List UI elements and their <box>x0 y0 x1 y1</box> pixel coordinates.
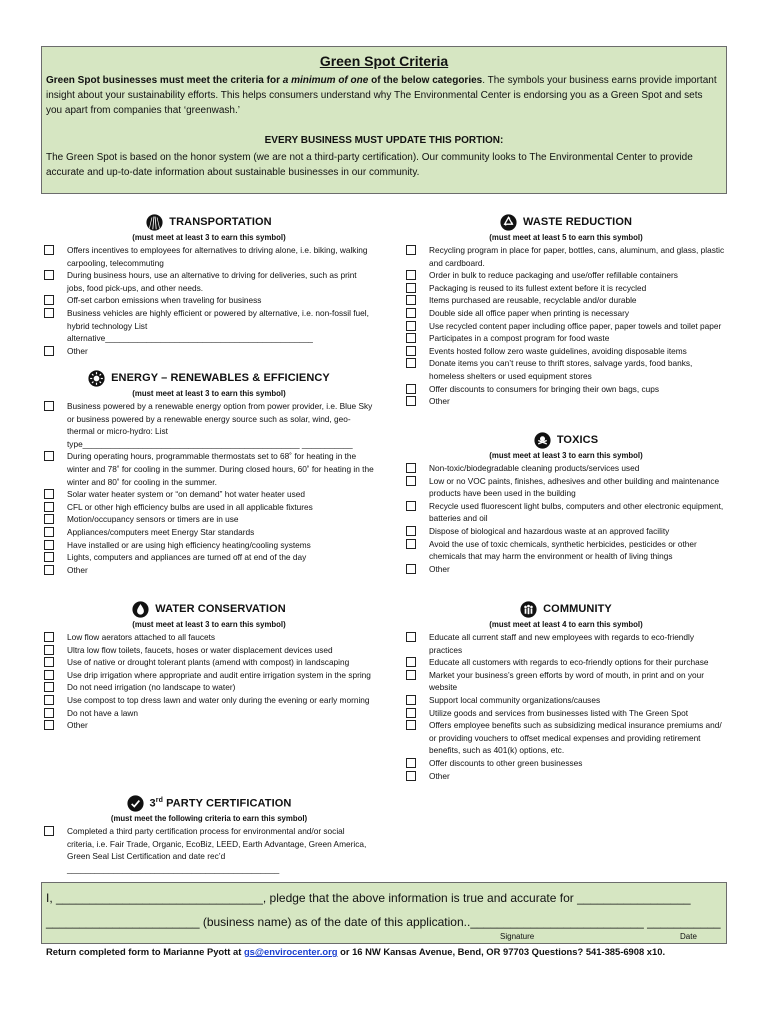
criteria-item-text: During business hours, use an alternative to driving for deliveries, such as print jobs, food pick-ups, and other needs. <box>67 270 357 293</box>
third-party-subtitle: (must meet the following criteria to earn this symbol) <box>110 814 308 823</box>
criteria-item-text: Support local community organizations/causes <box>429 694 601 705</box>
criteria-item-text: Other <box>67 720 88 731</box>
footer-pre: Return completed form to Marianne Pyott at <box>46 946 244 957</box>
criteria-item <box>44 244 374 269</box>
checkbox[interactable] <box>44 451 54 461</box>
criteria-item <box>406 669 726 694</box>
criteria-item-text: Off-set carbon emissions when traveling for business <box>67 295 262 306</box>
checkbox[interactable] <box>44 540 54 550</box>
criteria-item-text: Market your business’s green efforts by word of mouth, in print and on your website <box>429 669 705 693</box>
criteria-item <box>44 669 374 682</box>
criteria-item <box>406 770 726 783</box>
community-section <box>406 600 726 782</box>
criteria-item <box>44 450 374 488</box>
transportation-title: TRANSPORTATION <box>169 215 272 228</box>
criteria-item <box>44 269 374 294</box>
criteria-item <box>44 707 374 720</box>
transportation-heading <box>44 213 374 231</box>
water-heading <box>44 600 374 618</box>
criteria-item <box>406 631 726 656</box>
checkbox[interactable] <box>406 771 416 781</box>
checkbox[interactable] <box>406 476 416 486</box>
toxics-subtitle: (must meet at least 3 to earn this symbol) <box>489 451 643 460</box>
waste-list <box>406 244 726 408</box>
criteria-item-text: Avoid the use of toxic chemicals, synthetic herbicides, pesticides or other chemicals that may harm the environment or health of living things <box>429 538 697 562</box>
checkbox[interactable] <box>406 758 416 768</box>
checkbox[interactable] <box>44 308 54 318</box>
criteria-item-text: Donate items you can’t reuse to thrift stores, salvage yards, food banks, homeless shelters or used equipment stores <box>429 358 693 381</box>
intro-paragraph <box>46 73 720 118</box>
criteria-item-text: Business powered by a renewable energy option from power provider, i.e. Blue Sky or business powered by a renewable energy source such as solar, wind, geo-thermal or micro-hydro: List type_______________________________________________ ___________ <box>67 401 373 449</box>
criteria-item <box>44 644 374 657</box>
criteria-item <box>406 719 726 757</box>
footer-contact <box>46 946 665 957</box>
criteria-item <box>406 525 726 538</box>
bicycle-road-icon <box>146 214 163 231</box>
checkbox[interactable] <box>406 308 416 318</box>
criteria-item-text: Other <box>67 345 88 356</box>
criteria-item-text: Other <box>429 396 450 407</box>
checkbox[interactable] <box>406 526 416 536</box>
checkbox[interactable] <box>44 502 54 512</box>
transportation-list <box>44 244 374 357</box>
mandate-heading: EVERY BUSINESS MUST UPDATE THIS PORTION: <box>264 135 504 146</box>
criteria-item-text: Dispose of biological and hazardous waste at an approved facility <box>429 525 670 536</box>
third-party-list <box>44 825 374 875</box>
checkbox[interactable] <box>44 245 54 255</box>
checkbox[interactable] <box>44 632 54 642</box>
footer-post: or 16 NW Kansas Avenue, Bend, OR 97703 Questions? 541-385-6908 x10. <box>337 946 666 957</box>
checkbox[interactable] <box>406 283 416 293</box>
checkbox[interactable] <box>44 565 54 575</box>
criteria-item-text: Offers incentives to employees for alternatives to driving alone, i.e. biking, walking carpooling, telecommuting <box>67 245 368 268</box>
community-heading <box>406 600 726 618</box>
criteria-item <box>406 320 726 333</box>
criteria-item <box>44 681 374 694</box>
criteria-item <box>44 551 374 564</box>
criteria-item-text: Have installed or are using high efficiency heating/cooling systems <box>67 539 311 550</box>
criteria-item-text: Motion/occupancy sensors or timers are in use <box>67 514 239 525</box>
checkbox[interactable] <box>44 720 54 730</box>
criteria-item-text: Other <box>429 563 450 574</box>
checkbox[interactable] <box>44 514 54 524</box>
criteria-item <box>44 825 374 875</box>
criteria-item <box>406 395 726 408</box>
criteria-item <box>406 462 726 475</box>
criteria-item <box>406 383 726 396</box>
criteria-item <box>44 400 374 450</box>
email-link[interactable]: gs@envirocenter.org <box>243 946 338 957</box>
criteria-item-text: Educate all customers with regards to eco-friendly options for their purchase <box>429 657 709 668</box>
sun-burst-icon <box>88 370 105 387</box>
intro-rest: . The symbols your business earns provide important insight about your sustainability efforts. This helps consumers understand why The Environmental Center is endorsing you as a Green Spot and sets you apart from companies that ‘greenwash.’ <box>46 75 717 116</box>
community-title: COMMUNITY <box>543 602 612 615</box>
criteria-item-text: Business vehicles are highly efficient or powered by alternative, i.e. non-fossil fuel, hybrid technology List alternative_____________________________________________ <box>67 307 369 344</box>
checkbox[interactable] <box>44 645 54 655</box>
intro-bold-b: of the below categories <box>368 75 483 86</box>
criteria-item <box>44 513 374 526</box>
criteria-item-text: Low or no VOC paints, finishes, adhesives and other building and maintenance products have been used in the building <box>429 475 720 499</box>
transportation-subtitle: (must meet at least 3 to earn this symbol) <box>132 233 286 242</box>
third-party-title <box>150 795 292 810</box>
criteria-item-text: Other <box>429 770 450 781</box>
energy-list <box>44 400 374 576</box>
checkbox[interactable] <box>44 346 54 356</box>
criteria-item-text: Packaging is reused to its fullest extent before it is recycled <box>429 282 647 293</box>
criteria-item <box>44 307 374 345</box>
criteria-item-text: During operating hours, programmable thermostats set to 68˚ for heating in the winter and 78˚ for cooling in the summer. During closed hours, 60˚ for heating in the winter and 80˚ for cooling in the summer. <box>67 451 374 487</box>
checkbox[interactable] <box>406 695 416 705</box>
criteria-item <box>406 307 726 320</box>
certification-seal-icon <box>127 795 144 812</box>
third-party-section <box>44 794 374 875</box>
pledge-line-1[interactable]: I, _______________________________, pledge that the above information is true and accurate for _________________ <box>46 891 691 905</box>
energy-section <box>44 369 374 576</box>
criteria-item-text: CFL or other high efficiency bulbs are used in all applicable fixtures <box>67 501 313 512</box>
criteria-item-text: Completed a third party certification process for environmental and/or social criteria, i.e. Fair Trade, Organic, EcoBiz, LEED, Earth Advantage, Green America, Green Seal List Certification and date rec’d ______________________________________________ <box>67 826 367 874</box>
criteria-item <box>406 475 726 500</box>
energy-subtitle: (must meet at least 3 to earn this symbol) <box>132 389 286 398</box>
criteria-item <box>44 501 374 514</box>
checkbox[interactable] <box>44 826 54 836</box>
recycle-icon <box>500 214 517 231</box>
checkbox[interactable] <box>406 384 416 394</box>
criteria-item <box>406 694 726 707</box>
toxics-list <box>406 462 726 575</box>
criteria-item-text: Offers employee benefits such as subsidizing medical insurance premiums and/ or providing vouchers to offset medical expenses and providing retirement benefits, such as 401(k) options, etc. <box>429 720 722 756</box>
signature-label: Signature <box>500 932 535 941</box>
checkbox[interactable] <box>406 245 416 255</box>
waste-title: WASTE REDUCTION <box>522 215 633 228</box>
checkbox[interactable] <box>406 295 416 305</box>
checkbox[interactable] <box>406 270 416 280</box>
pledge-box <box>41 882 727 944</box>
checkbox[interactable] <box>44 295 54 305</box>
criteria-item <box>406 500 726 525</box>
criteria-item-text: Items purchased are reusable, recyclable and/or durable <box>429 295 637 306</box>
criteria-item <box>44 631 374 644</box>
page-title: Green Spot Criteria <box>319 53 449 69</box>
checkbox[interactable] <box>44 489 54 499</box>
third-party-title-sup: rd <box>155 797 163 805</box>
criteria-item-text: Offer discounts to consumers for bringing their own bags, cups <box>429 383 659 394</box>
criteria-item <box>44 564 374 577</box>
checkbox[interactable] <box>44 670 54 680</box>
checkbox[interactable] <box>44 657 54 667</box>
criteria-item <box>406 244 726 269</box>
pledge-line-2[interactable]: _______________________ (business name) as of the date of this application..__________________________ ___________ <box>46 915 721 929</box>
community-subtitle: (must meet at least 4 to earn this symbol) <box>489 620 643 629</box>
criteria-item-text: Use recycled content paper including office paper, paper towels and toilet paper <box>429 320 722 331</box>
criteria-item-text: Lights, computers and appliances are turned off at end of the day <box>67 552 307 563</box>
criteria-item <box>406 282 726 295</box>
criteria-item-text: Participates in a compost program for food waste <box>429 333 610 344</box>
criteria-item-text: Events hosted follow zero waste guidelines, avoiding disposable items <box>429 345 687 356</box>
waste-heading <box>406 213 726 231</box>
criteria-item-text: Use of native or drought tolerant plants (amend with compost) in landscaping <box>67 657 350 668</box>
checkbox[interactable] <box>44 682 54 692</box>
criteria-item-text: Appliances/computers meet Energy Star standards <box>67 526 255 537</box>
toxics-heading <box>406 431 726 449</box>
checkbox[interactable] <box>406 358 416 368</box>
mandate-body: The Green Spot is based on the honor system (we are not a third-party certification). Our community looks to The Environmental Center to provide accurate and up-to-date information about sustainable businesses in our community. <box>46 152 693 178</box>
criteria-item-text: Use compost to top dress lawn and water only during the evening or early morning <box>67 694 370 705</box>
criteria-item-text: Low flow aerators attached to all faucets <box>67 632 216 642</box>
energy-heading <box>44 369 374 387</box>
checkbox[interactable] <box>406 720 416 730</box>
criteria-item <box>406 269 726 282</box>
criteria-item-text: Recycle used fluorescent light bulbs, computers and other electronic equipment, batteries and oil <box>429 500 724 524</box>
checkbox[interactable] <box>406 670 416 680</box>
checkbox[interactable] <box>406 708 416 718</box>
criteria-item <box>44 719 374 732</box>
criteria-item <box>44 526 374 539</box>
checkbox[interactable] <box>406 333 416 343</box>
checkbox[interactable] <box>44 695 54 705</box>
checkbox[interactable] <box>406 657 416 667</box>
criteria-item-text: Order in bulk to reduce packaging and use/offer refillable containers <box>429 270 678 281</box>
checkbox[interactable] <box>44 708 54 718</box>
energy-title: ENERGY – RENEWABLES & EFFICIENCY <box>111 371 330 384</box>
checkbox[interactable] <box>406 396 416 406</box>
third-party-title-rest: PARTY CERTIFICATION <box>162 798 292 811</box>
waste-subtitle: (must meet at least 5 to earn this symbol) <box>489 233 643 242</box>
criteria-item <box>406 538 726 563</box>
water-list <box>44 631 374 732</box>
water-section <box>44 600 374 732</box>
checkbox[interactable] <box>406 564 416 574</box>
criteria-item <box>406 707 726 720</box>
criteria-item-text: Utilize goods and services from businesses listed with The Green Spot <box>429 707 689 718</box>
criteria-item-text: Double side all office paper when printing is necessary <box>429 307 630 318</box>
checkbox[interactable] <box>44 401 54 411</box>
toxics-section <box>406 431 726 575</box>
criteria-item <box>44 488 374 501</box>
criteria-item <box>406 656 726 669</box>
checkbox[interactable] <box>406 632 416 642</box>
third-party-heading <box>44 794 374 812</box>
criteria-item <box>44 539 374 552</box>
transportation-section <box>44 213 374 357</box>
toxic-bottle-icon <box>534 432 551 449</box>
third-party-title-num: 3 <box>149 798 156 811</box>
criteria-item <box>406 345 726 358</box>
criteria-header-box <box>41 46 727 194</box>
criteria-item-text: Offer discounts to other green businesses <box>429 757 583 768</box>
criteria-item-text: Recycling program in place for paper, bottles, cans, aluminum, and glass, plastic and cardboard. <box>429 245 725 268</box>
date-label: Date <box>680 932 697 941</box>
community-list <box>406 631 726 782</box>
criteria-item-text: Solar water heater system or “on demand” hot water heater used <box>67 489 305 500</box>
criteria-item-text: Do not have a lawn <box>67 707 139 718</box>
criteria-item <box>406 757 726 770</box>
checkbox[interactable] <box>44 270 54 280</box>
water-subtitle: (must meet at least 3 to earn this symbol) <box>132 620 286 629</box>
checkbox[interactable] <box>44 527 54 537</box>
checkbox[interactable] <box>406 346 416 356</box>
checkbox[interactable] <box>406 321 416 331</box>
criteria-item <box>44 345 374 358</box>
water-title: WATER CONSERVATION <box>155 602 286 615</box>
criteria-item-text: Ultra low flow toilets, faucets, hoses or water displacement devices used <box>67 644 333 655</box>
criteria-item-text: Non-toxic/biodegradable cleaning products/services used <box>429 463 640 473</box>
criteria-item <box>44 656 374 669</box>
criteria-item <box>406 332 726 345</box>
criteria-item <box>406 563 726 576</box>
checkbox[interactable] <box>406 463 416 473</box>
criteria-item-text: Use drip irrigation where appropriate and audit entire irrigation system in the spring <box>67 669 371 680</box>
criteria-item <box>44 294 374 307</box>
criteria-item <box>406 294 726 307</box>
criteria-item-text: Do not need irrigation (no landscape to water) <box>67 682 236 693</box>
criteria-item <box>44 694 374 707</box>
criteria-item-text: Educate all current staff and new employees with regards to eco-friendly practices <box>429 632 695 655</box>
water-drop-icon <box>132 601 149 618</box>
criteria-item <box>406 357 726 382</box>
toxics-title: TOXICS <box>556 433 599 446</box>
criteria-item-text: Other <box>67 564 88 575</box>
checkbox[interactable] <box>406 539 416 549</box>
community-people-icon <box>520 601 537 618</box>
intro-bold-a: Green Spot businesses must meet the criteria for <box>46 75 283 86</box>
waste-section <box>406 213 726 408</box>
checkbox[interactable] <box>406 501 416 511</box>
intro-bold-italic: a minimum of one <box>282 75 369 86</box>
checkbox[interactable] <box>44 552 54 562</box>
